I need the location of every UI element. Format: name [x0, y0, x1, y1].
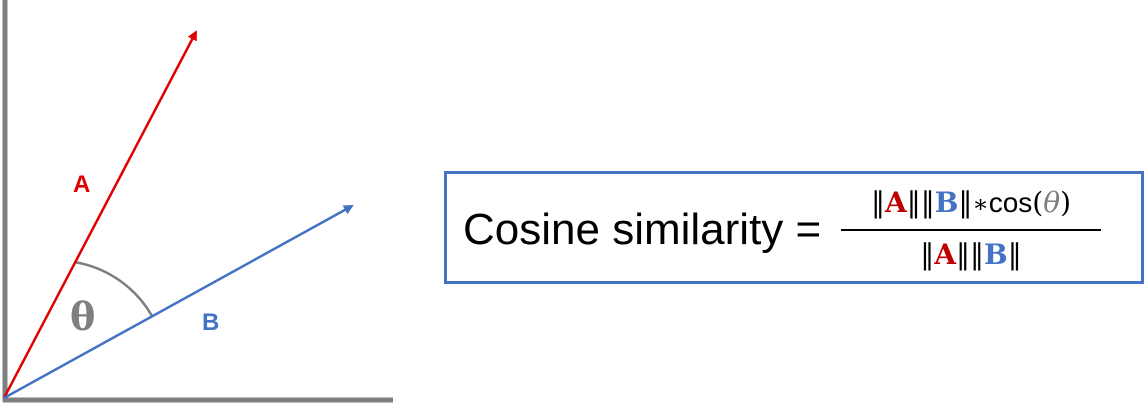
numerator-vector-b: B — [934, 186, 959, 219]
norm-bar: ‖‖ — [956, 238, 985, 271]
denominator-vector-a: A — [934, 238, 957, 271]
fraction-bar — [841, 229, 1101, 231]
norm-bar: ‖ — [1007, 238, 1022, 271]
vector-a-arrow — [4, 32, 196, 398]
vector-b-arrow — [4, 206, 352, 398]
norm-bar: ‖ — [870, 186, 885, 219]
formula-lhs: Cosine similarity = — [463, 205, 822, 254]
vector-a-label: A — [73, 171, 91, 198]
norm-bar: ‖‖ — [906, 186, 935, 219]
cos-function: cos — [988, 187, 1033, 218]
norm-bar: ‖ — [958, 186, 973, 219]
paren-close: ) — [1060, 186, 1072, 219]
numerator-vector-a: A — [884, 186, 907, 219]
multiply-operator: ∗ — [972, 190, 989, 218]
paren-open: ( — [1032, 186, 1044, 219]
denominator-vector-b: B — [984, 238, 1008, 271]
angle-theta-label: θ — [70, 294, 96, 339]
vector-b-label: B — [202, 309, 220, 336]
formula-fraction — [837, 182, 1105, 278]
formula-denominator — [837, 236, 1105, 274]
formula-numerator — [837, 184, 1105, 223]
formula-box — [444, 171, 1144, 284]
numerator-theta: θ — [1043, 186, 1061, 219]
norm-bar: ‖ — [920, 238, 935, 271]
